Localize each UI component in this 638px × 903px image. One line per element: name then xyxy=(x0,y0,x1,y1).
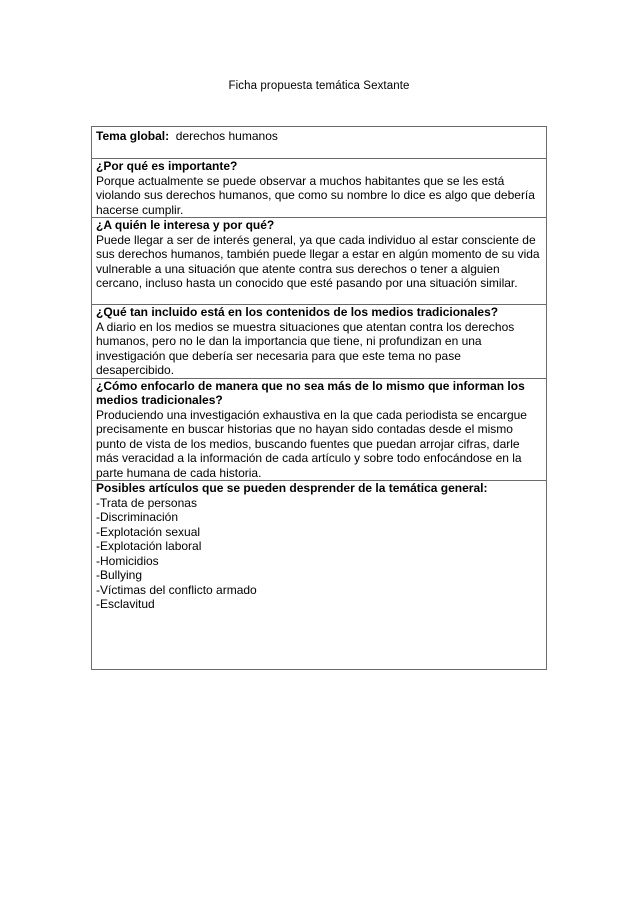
tema-global-label: Tema global: xyxy=(96,129,170,143)
list-item: -Homicidios xyxy=(96,553,159,568)
table-row-incluido xyxy=(92,305,547,379)
list-item: -Trata de personas xyxy=(96,495,197,510)
table-row-quien xyxy=(92,218,547,305)
list-item: -Explotación sexual xyxy=(96,524,201,539)
enfoque-question: ¿Cómo enfocarlo de manera que no sea más de lo mismo que informan los medios tradicionales? xyxy=(96,378,525,407)
enfoque-cell xyxy=(92,378,547,481)
list-item: -Bullying xyxy=(96,568,143,582)
enfoque-answer: Produciendo una investigación exhaustiva en la que cada periodista se encargue precisamente en buscar historias que no hayan sido contadas desde el mismo punto de vista de los medios, buscando fuentes que puedan arrojar cifras, darle más veracidad a la información de cada artículo y sobre todo enfocándose en la parte humana de cada historia. xyxy=(96,407,527,480)
tema-global-value: derechos humanos xyxy=(175,129,278,143)
ficha-table xyxy=(91,126,547,670)
articulos-cell xyxy=(92,481,547,670)
incluido-answer: A diario en los medios se muestra situaciones que atentan contra los derechos humanos, pero no le dan la importancia que tiene, ni profundizan en una investigación que debería ser necesaria para que este tema no pase desapercibido. xyxy=(96,319,515,377)
list-item: -Discriminación xyxy=(96,510,179,524)
list-item: -Esclavitud xyxy=(96,597,155,611)
list-item: -Explotación laboral xyxy=(96,539,202,553)
table-row-enfoque xyxy=(92,378,547,481)
quien-answer: Puede llegar a ser de interés general, ya que cada individuo al estar consciente de sus derechos humanos, también puede llegar a estar en algún momento de su vida vulnerable a una situación que atente contra sus derechos o tener a alguien cercano, incluso hasta un conocido que esté pasando por una situación similar. xyxy=(96,232,540,290)
tema-global-cell xyxy=(92,127,547,159)
list-item: -Víctimas del conflicto armado xyxy=(96,582,257,597)
table-row-articulos xyxy=(92,481,547,670)
articulos-question: Posibles artículos que se pueden desprender de la temática general: xyxy=(96,481,488,495)
document-title: Ficha propuesta temática Sextante xyxy=(228,80,410,92)
quien-question: ¿A quién le interesa y por qué? xyxy=(96,218,275,232)
importante-answer: Porque actualmente se puede observar a muchos habitantes que se les está violando sus derechos humanos, que como su nombre lo dice es algo que debería hacerse cumplir. xyxy=(96,173,535,217)
quien-cell xyxy=(92,218,547,305)
incluido-cell xyxy=(92,305,547,379)
table-row-importante xyxy=(92,159,547,218)
importante-cell xyxy=(92,159,547,218)
importante-question: ¿Por qué es importante? xyxy=(96,159,238,173)
table-row-tema-global xyxy=(92,127,547,159)
incluido-question: ¿Qué tan incluido está en los contenidos de los medios tradicionales? xyxy=(96,305,499,319)
